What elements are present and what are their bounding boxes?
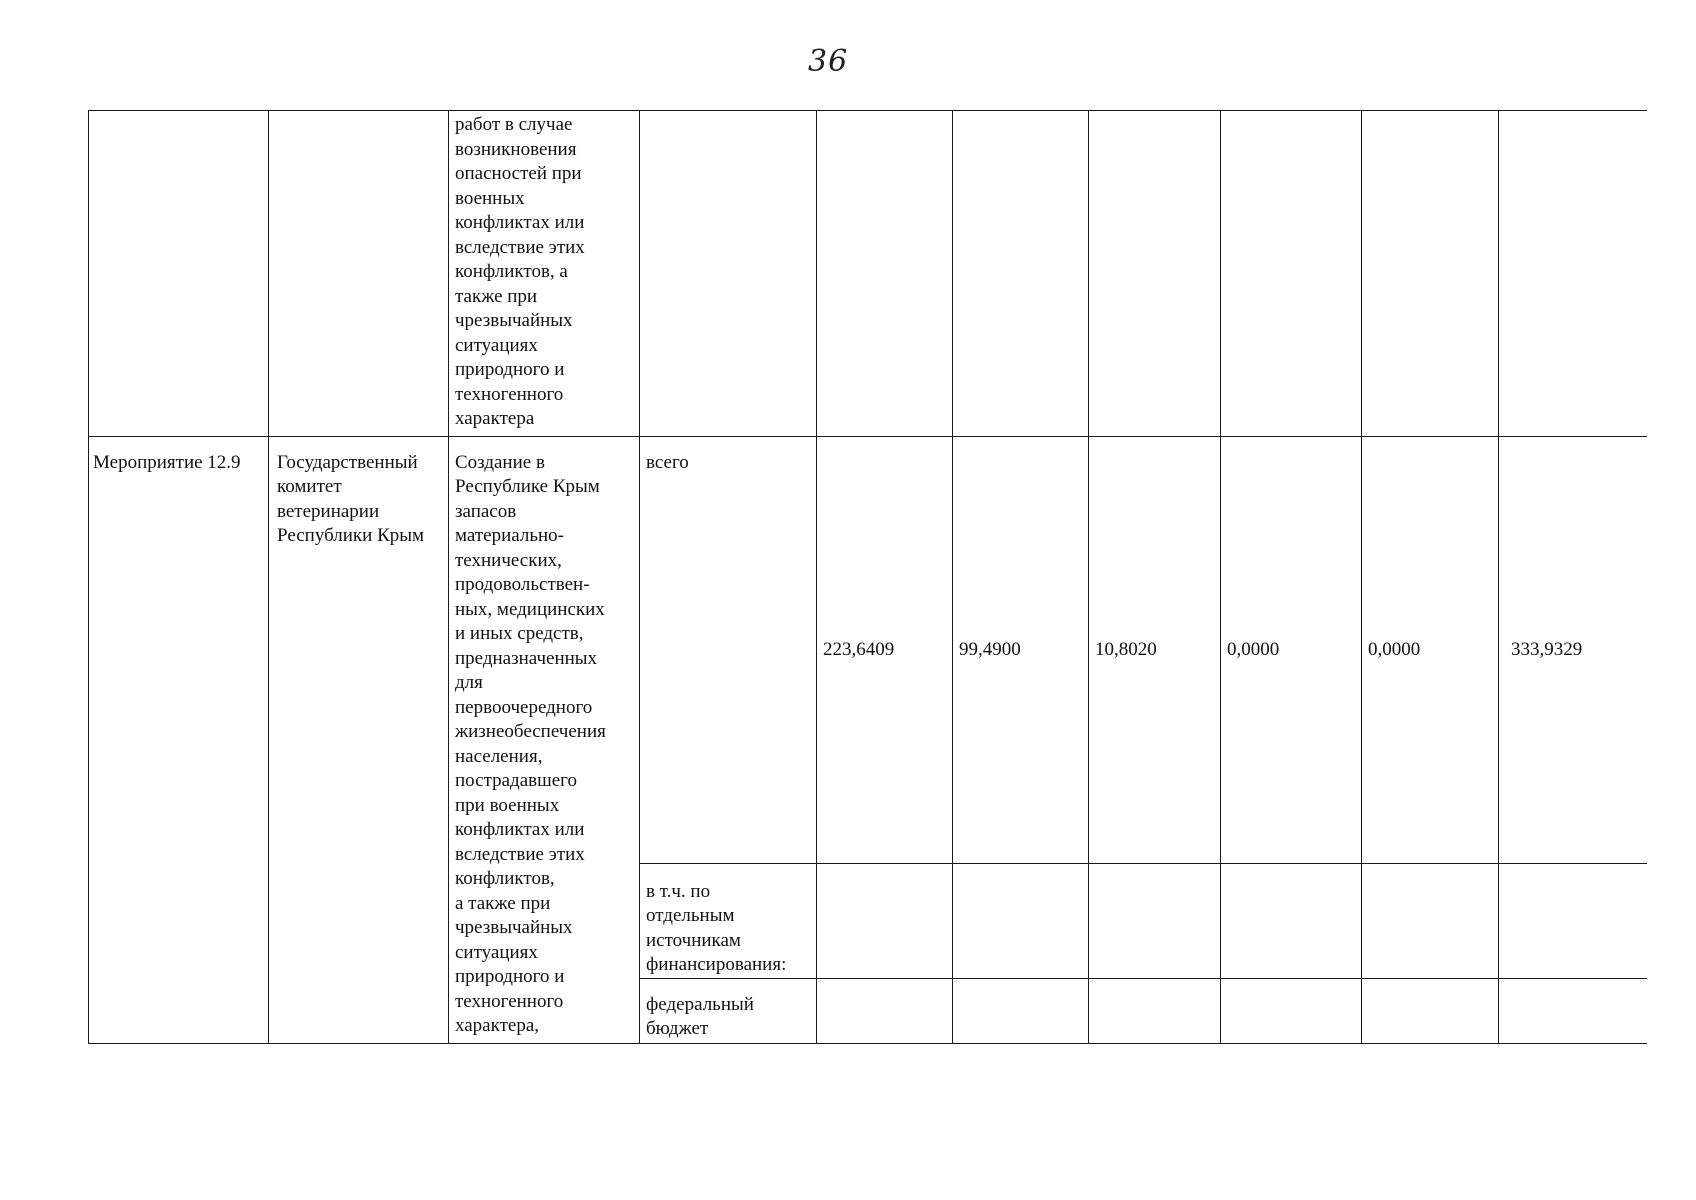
description-line: техногенного (455, 383, 564, 405)
executor-cell (269, 436, 449, 1043)
value-cell-5 (1362, 864, 1499, 979)
description-line: конфликтов, а (455, 261, 568, 282)
source-label-total (640, 436, 817, 864)
value-cell (1362, 111, 1499, 437)
description-line: пострадавшего (455, 770, 577, 791)
executor-line: Республики Крым (277, 525, 425, 546)
description-line: при военных (455, 794, 560, 816)
description-line: запасов (455, 500, 517, 522)
value-cell-4 (1221, 864, 1362, 979)
executor-line: ветеринарии (277, 500, 380, 522)
executor-line: комитет (277, 476, 342, 497)
description-line: для (455, 672, 483, 693)
continued-row (89, 111, 1647, 437)
description-line: ситуациях (455, 941, 538, 963)
event-cell-empty (89, 111, 269, 437)
value-cell (817, 111, 953, 437)
description-line: техногенного (455, 990, 564, 1012)
description-line: характера, (455, 1015, 540, 1036)
source-label-breakdown (640, 864, 817, 979)
value-cell (1499, 111, 1647, 437)
description-line: конфликтах или (455, 212, 585, 233)
value-cell (1089, 111, 1221, 437)
value-cell-5 (1362, 978, 1499, 1043)
description-line: конфликтов, (455, 868, 555, 889)
value-cell-2 (953, 978, 1089, 1043)
page-number: 36 (808, 44, 849, 79)
source-label-line: источникам (646, 929, 741, 951)
description-line: ситуациях (455, 334, 538, 356)
description-line: жизнеобеспечения (455, 721, 606, 742)
source-cell-empty (640, 111, 817, 437)
description-line: характера (455, 408, 535, 429)
description-line: продовольствен- (455, 574, 590, 595)
description-line: населения, (455, 745, 543, 767)
description-line: технических, (455, 549, 562, 571)
description-line: предназначенных (455, 647, 598, 669)
value-cell-1 (817, 978, 953, 1043)
value-cell-4 (1221, 978, 1362, 1043)
value-cell-2: 99,4900 (953, 436, 1089, 864)
source-label-line: федеральный (646, 993, 754, 1015)
executor-line: Государственный (277, 451, 418, 473)
description-line: вследствие этих (455, 843, 585, 865)
event-row-total (89, 436, 1647, 864)
description-line: чрезвычайных (455, 310, 573, 331)
value-cell-5: 0,0000 (1362, 436, 1499, 864)
description-line: природного и (455, 966, 565, 987)
description-line: чрезвычайных (455, 917, 573, 938)
source-label-line: бюджет (646, 1018, 709, 1040)
value-cell-total (1499, 864, 1647, 979)
budget-table (88, 110, 1647, 1044)
description-line: вследствие этих (455, 236, 585, 258)
source-label-line: финансирования: (646, 954, 787, 976)
source-label-line: всего (646, 451, 689, 473)
description-line: материально- (455, 525, 564, 546)
value-cell-4: 0,0000 (1221, 436, 1362, 864)
description-cell (449, 436, 640, 1043)
description-line: природного и (455, 359, 565, 380)
executor-cell-empty (269, 111, 449, 437)
description-line: а также при (455, 892, 551, 914)
value-cell-total (1499, 978, 1647, 1043)
value-cell (1221, 111, 1362, 437)
source-label-line: в т.ч. по (646, 880, 711, 902)
value-cell-3: 10,8020 (1089, 436, 1221, 864)
event-name: Мероприятие 12.9 (89, 436, 269, 1043)
description-line: работ в случае (455, 114, 573, 135)
value-cell (953, 111, 1089, 437)
value-cell-1: 223,6409 (817, 436, 953, 864)
value-cell-3 (1089, 864, 1221, 979)
source-label-line: отдельным (646, 905, 735, 927)
description-line: конфликтах или (455, 819, 585, 840)
description-line: и иных средств, (455, 623, 584, 644)
description-line: первоочередного (455, 696, 593, 718)
description-line: возникновения (455, 138, 577, 160)
description-cell (449, 111, 640, 437)
value-cell-2 (953, 864, 1089, 979)
description-line: опасностей при (455, 163, 582, 184)
source-label-federal (640, 978, 817, 1043)
description-line: ных, медицинских (455, 598, 605, 620)
value-cell-3 (1089, 978, 1221, 1043)
description-line: военных (455, 187, 525, 209)
description-line: Республике Крым (455, 476, 600, 497)
description-line: также при (455, 285, 538, 307)
description-line: Создание в (455, 451, 545, 473)
value-cell-1 (817, 864, 953, 979)
value-cell-total: 333,9329 (1499, 436, 1647, 864)
